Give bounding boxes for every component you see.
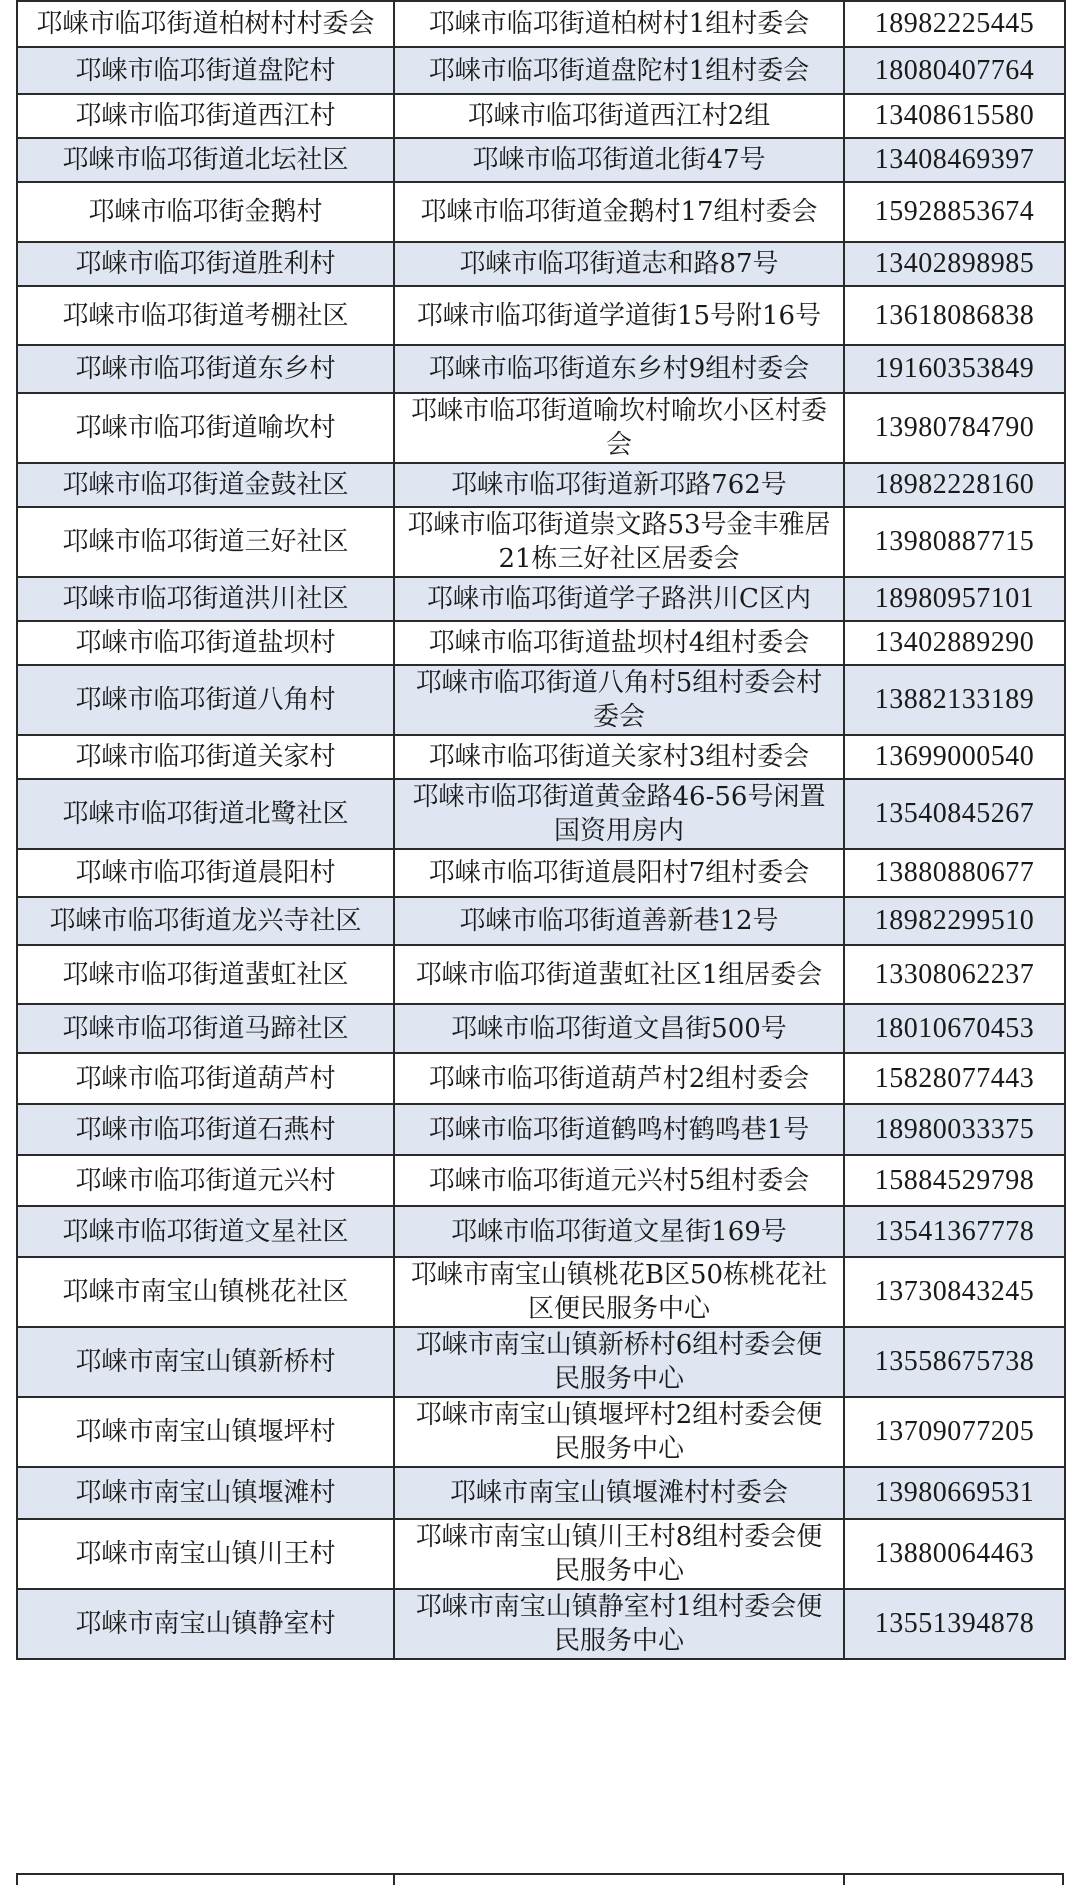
contact-table-body [17,1,1065,1659]
contact-table [16,0,1066,1660]
partial-next-row [16,1873,1064,1883]
location-name-cell: 邛崃市临邛街金鹅村 [17,182,394,242]
phone-cell: 15928853674 [844,182,1065,242]
location-name-cell: 邛崃市临邛街道文星社区 [17,1206,394,1257]
address-cell: 邛崃市临邛街道晨阳村7组村委会 [394,849,844,897]
phone-cell: 13709077205 [844,1397,1065,1467]
phone-cell: 13308062237 [844,945,1065,1004]
address-cell: 邛崃市临邛街道关家村3组村委会 [394,735,844,779]
phone-cell: 13880880677 [844,849,1065,897]
address-cell: 邛崃市临邛街道西江村2组 [394,94,844,138]
location-name-cell: 邛崃市南宝山镇堰滩村 [17,1467,394,1519]
table-row [17,393,1065,463]
phone-cell: 13699000540 [844,735,1065,779]
table-row [17,945,1065,1004]
location-name-cell: 邛崃市临邛街道东乡村 [17,345,394,393]
table-row [17,1053,1065,1104]
table-row [17,94,1065,138]
address-cell: 邛崃市临邛街道志和路87号 [394,242,844,286]
phone-cell: 13980784790 [844,393,1065,463]
phone-cell: 13408615580 [844,94,1065,138]
address-cell: 邛崃市临邛街道黄金路46-56号闲置国资用房内 [394,779,844,849]
location-name-cell: 邛崃市临邛街道金鼓社区 [17,463,394,507]
phone-cell: 13882133189 [844,665,1065,735]
phone-cell: 19160353849 [844,345,1065,393]
phone-cell: 13408469397 [844,138,1065,182]
table-row [17,1467,1065,1519]
location-name-cell: 邛崃市临邛街道三好社区 [17,507,394,577]
phone-cell: 13402889290 [844,621,1065,665]
table-row [17,182,1065,242]
table-row [17,1589,1065,1659]
location-name-cell: 邛崃市临邛街道晨阳村 [17,849,394,897]
phone-cell: 13980887715 [844,507,1065,577]
table-row [17,242,1065,286]
address-cell: 邛崃市临邛街道金鹅村17组村委会 [394,182,844,242]
location-name-cell: 邛崃市临邛街道柏树村村委会 [17,1,394,47]
location-name-cell: 邛崃市临邛街道盘陀村 [17,47,394,94]
address-cell: 邛崃市临邛街道盘陀村1组村委会 [394,47,844,94]
address-cell: 邛崃市临邛街道文昌街500号 [394,1004,844,1053]
phone-cell: 18980957101 [844,577,1065,621]
phone-cell: 13618086838 [844,286,1065,345]
address-cell: 邛崃市临邛街道学道街15号附16号 [394,286,844,345]
address-cell: 邛崃市南宝山镇川王村8组村委会便民服务中心 [394,1519,844,1589]
address-cell: 邛崃市临邛街道葫芦村2组村委会 [394,1053,844,1104]
table-row [17,507,1065,577]
phone-cell: 15884529798 [844,1155,1065,1206]
address-cell: 邛崃市临邛街道喻坎村喻坎小区村委会 [394,393,844,463]
address-cell: 邛崃市临邛街道柏树村1组村委会 [394,1,844,47]
location-name-cell: 邛崃市临邛街道石燕村 [17,1104,394,1155]
location-name-cell: 邛崃市临邛街道喻坎村 [17,393,394,463]
address-cell: 邛崃市临邛街道北街47号 [394,138,844,182]
table-row [17,1155,1065,1206]
table-row [17,286,1065,345]
location-name-cell: 邛崃市南宝山镇静室村 [17,1589,394,1659]
table-row [17,849,1065,897]
phone-cell: 18080407764 [844,47,1065,94]
location-name-cell: 邛崃市南宝山镇新桥村 [17,1327,394,1397]
location-name-cell: 邛崃市临邛街道关家村 [17,735,394,779]
table-row [17,735,1065,779]
table-row [17,345,1065,393]
table-row [17,577,1065,621]
location-name-cell: 邛崃市临邛街道元兴村 [17,1155,394,1206]
phone-cell: 13540845267 [844,779,1065,849]
location-name-cell: 邛崃市临邛街道八角村 [17,665,394,735]
phone-cell: 18980033375 [844,1104,1065,1155]
phone-cell: 13558675738 [844,1327,1065,1397]
address-cell: 邛崃市临邛街道盐坝村4组村委会 [394,621,844,665]
phone-cell: 18982299510 [844,897,1065,945]
location-name-cell: 邛崃市临邛街道马蹄社区 [17,1004,394,1053]
address-cell: 邛崃市临邛街道善新巷12号 [394,897,844,945]
address-cell: 邛崃市临邛街道东乡村9组村委会 [394,345,844,393]
address-cell: 邛崃市临邛街道蜚虹社区1组居委会 [394,945,844,1004]
phone-cell: 13541367778 [844,1206,1065,1257]
address-cell: 邛崃市临邛街道鹤鸣村鹤鸣巷1号 [394,1104,844,1155]
location-name-cell: 邛崃市临邛街道北鹭社区 [17,779,394,849]
table-row [17,138,1065,182]
address-cell: 邛崃市临邛街道崇文路53号金丰雅居21栋三好社区居委会 [394,507,844,577]
phone-cell: 13551394878 [844,1589,1065,1659]
table-row [17,621,1065,665]
table-row [17,897,1065,945]
location-name-cell: 邛崃市临邛街道蜚虹社区 [17,945,394,1004]
table-row [17,1257,1065,1327]
address-cell: 邛崃市南宝山镇堰滩村村委会 [394,1467,844,1519]
address-cell: 邛崃市临邛街道元兴村5组村委会 [394,1155,844,1206]
address-cell: 邛崃市南宝山镇新桥村6组村委会便民服务中心 [394,1327,844,1397]
table-row [17,1519,1065,1589]
location-name-cell: 邛崃市南宝山镇桃花社区 [17,1257,394,1327]
phone-cell: 13402898985 [844,242,1065,286]
phone-cell: 13880064463 [844,1519,1065,1589]
location-name-cell: 邛崃市临邛街道胜利村 [17,242,394,286]
table-row [17,463,1065,507]
location-name-cell: 邛崃市临邛街道西江村 [17,94,394,138]
location-name-cell: 邛崃市临邛街道葫芦村 [17,1053,394,1104]
phone-cell: 13980669531 [844,1467,1065,1519]
address-cell: 邛崃市临邛街道新邛路762号 [394,463,844,507]
table-row [17,1004,1065,1053]
table-row [17,1104,1065,1155]
address-cell: 邛崃市临邛街道八角村5组村委会村委会 [394,665,844,735]
address-cell: 邛崃市南宝山镇静室村1组村委会便民服务中心 [394,1589,844,1659]
location-name-cell: 邛崃市临邛街道洪川社区 [17,577,394,621]
location-name-cell: 邛崃市临邛街道龙兴寺社区 [17,897,394,945]
location-name-cell: 邛崃市临邛街道盐坝村 [17,621,394,665]
phone-cell: 18982225445 [844,1,1065,47]
location-name-cell: 邛崃市临邛街道北坛社区 [17,138,394,182]
table-row [17,1327,1065,1397]
address-cell: 邛崃市临邛街道文星街169号 [394,1206,844,1257]
phone-cell: 15828077443 [844,1053,1065,1104]
phone-cell: 13730843245 [844,1257,1065,1327]
location-name-cell: 邛崃市南宝山镇堰坪村 [17,1397,394,1467]
phone-cell: 18010670453 [844,1004,1065,1053]
phone-cell: 18982228160 [844,463,1065,507]
location-name-cell: 邛崃市临邛街道考棚社区 [17,286,394,345]
table-row [17,1397,1065,1467]
address-cell: 邛崃市南宝山镇堰坪村2组村委会便民服务中心 [394,1397,844,1467]
table-row [17,665,1065,735]
table-row [17,47,1065,94]
table-row [17,1,1065,47]
address-cell: 邛崃市南宝山镇桃花B区50栋桃花社区便民服务中心 [394,1257,844,1327]
table-row [17,1206,1065,1257]
table-row [17,779,1065,849]
location-name-cell: 邛崃市南宝山镇川王村 [17,1519,394,1589]
address-cell: 邛崃市临邛街道学子路洪川C区内 [394,577,844,621]
